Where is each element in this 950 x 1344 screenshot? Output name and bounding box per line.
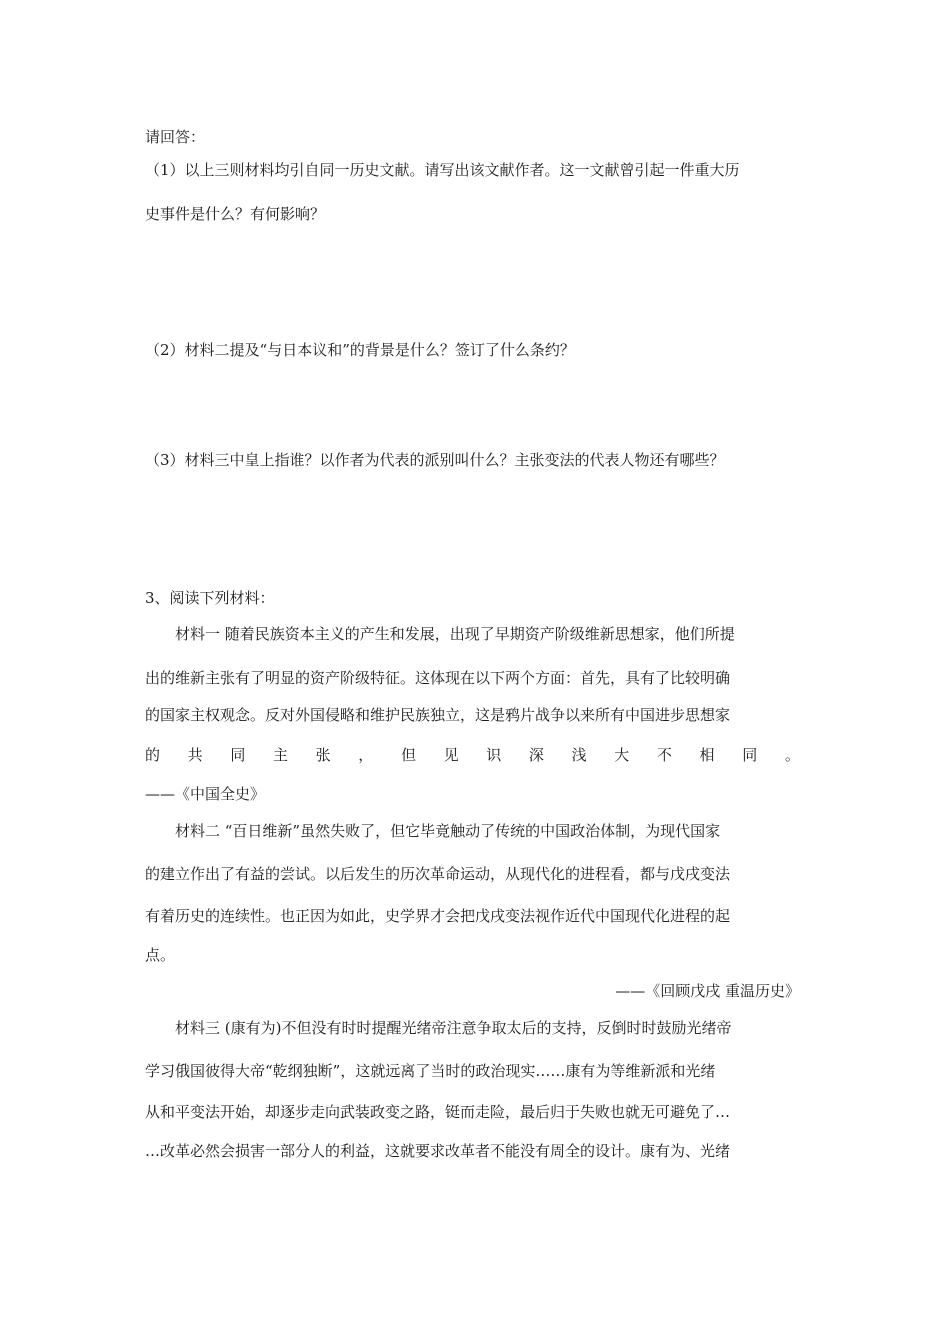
line-char: 大 [614, 746, 630, 764]
line-char: 主 [272, 746, 288, 764]
line-char: 同 [230, 746, 246, 764]
line-char: 见 [443, 746, 459, 764]
sub-question-1-line-2: 史事件是什么？有何影响？ [145, 205, 326, 223]
material-2-line-2: 的建立作出了有益的尝试。以后发生的历次革命运动，从现代化的进程看，都与戊戌变法 [145, 865, 731, 883]
line-char: 张 [315, 746, 331, 764]
material-3-line-3: 从和平变法开始，却逐步走向武装政变之路，铤而走险，最后归于失败也就无可避免了… [145, 1103, 731, 1121]
line-char: 同 [742, 746, 758, 764]
line-char: 深 [528, 746, 544, 764]
material-1-line-4 [145, 745, 800, 765]
material-3-line-4: …改革必然会损害一部分人的利益，这就要求改革者不能没有周全的设计。康有为、光绪 [145, 1142, 731, 1160]
line-char: 不 [656, 746, 672, 764]
material-2-line-1: 材料二 “百日维新”虽然失败了，但它毕竟触动了传统的中国政治体制，为现代国家 [175, 822, 721, 840]
line-char: 识 [486, 746, 502, 764]
material-3-line-1: 材料三 (康有为)不但没有时时提醒光绪帝注意争取太后的支持，反倒时时鼓励光绪帝 [175, 1019, 732, 1037]
material-1-line-1: 材料一 随着民族资本主义的产生和发展，出现了早期资产阶级维新思想家，他们所提 [175, 625, 735, 643]
sub-question-2: （2）材料二提及“与日本议和”的背景是什么？签订了什么条约？ [145, 341, 575, 359]
material-3-line-2: 学习俄国彼得大帝“乾纲独断”，这就远离了当时的政治现实……康有为等维新派和光绪 [145, 1062, 716, 1080]
sub-question-1-line-1: （1）以上三则材料均引自同一历史文献。请写出该文献作者。这一文献曾引起一件重大历 [145, 161, 740, 179]
material-2-line-4: 点。 [145, 946, 176, 964]
line-char: 浅 [571, 746, 587, 764]
line-char: 相 [699, 746, 715, 764]
line-char: 的 [145, 746, 161, 764]
material-1-line-3: 的国家主权观念。反对外国侵略和维护民族独立，这是鸦片战争以来所有中国进步思想家 [145, 706, 731, 724]
line-char: 共 [187, 746, 203, 764]
line-char: 但 [400, 746, 416, 764]
question-3-heading: 3、阅读下列材料： [145, 589, 275, 607]
sub-question-3: （3）材料三中皇上指谁？以作者为代表的派别叫什么？主张变法的代表人物还有哪些？ [145, 451, 725, 469]
material-2-line-3: 有着历史的连续性。也正因为如此，史学界才会把戊戌变法视作近代中国现代化进程的起 [145, 907, 731, 925]
material-1-source: ——《中国全史》 [145, 785, 266, 803]
answer-prompt: 请回答： [145, 128, 206, 146]
material-1-line-2: 出的维新主张有了明显的资产阶级特征。这体现在以下两个方面：首先，具有了比较明确 [145, 669, 731, 687]
line-char: 。 [784, 746, 800, 764]
line-char: ， [358, 746, 374, 764]
material-2-source: ——《回顾戊戌 重温历史》 [615, 982, 800, 1000]
